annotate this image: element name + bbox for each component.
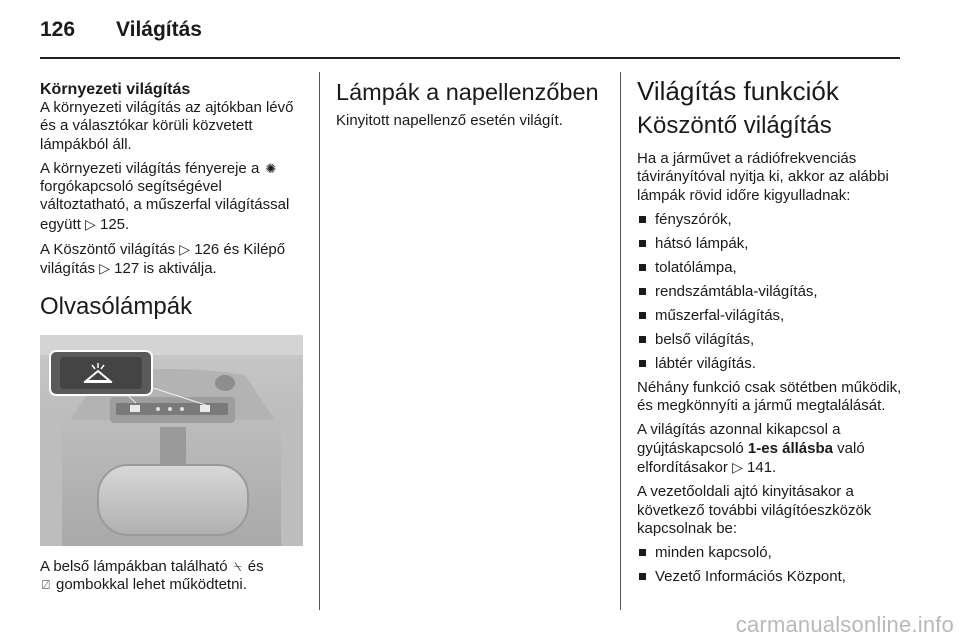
list-item: hátsó lámpák, (637, 235, 905, 253)
ambient-p3-ref-2[interactable]: 127 is aktiválja. (114, 260, 217, 278)
page-title: Világítás (116, 18, 202, 41)
page-reference-arrow-icon: ▷ (732, 458, 743, 475)
ambient-p3-text-a: A Köszöntő világítás (40, 241, 176, 259)
welcome-p3-ref[interactable]: 141. (747, 458, 777, 476)
sun-visor-lamps-heading: Lámpák a napellenzőben (336, 79, 599, 105)
ambient-paragraph-2 (40, 160, 306, 234)
column-1 (40, 72, 306, 600)
reading-lamp-photo (40, 335, 303, 546)
welcome-paragraph-1: Ha a járművet a rádiófrekvenciás távirányítóval nyitja ki, akkor az alábbi lámpák rövid időre kigyulladnak: (637, 150, 889, 204)
ambient-lighting-heading: Környezeti világítás (40, 81, 191, 98)
welcome-p3-text-b: való elfordításakor (637, 439, 865, 476)
welcome-p3-text-a: A világítás azonnal kikapcsol a gyújtáskapcsoló (637, 421, 841, 457)
reading-text-b: és (247, 557, 264, 575)
welcome-lamp-list (637, 211, 905, 373)
sun-visor-paragraph: Kinyitott napellenző esetén világít. (336, 112, 563, 129)
list-item: műszerfal-világítás, (637, 307, 905, 325)
column-divider-2 (620, 72, 621, 610)
reading-lamp-right-icon: ⍁ (42, 576, 50, 592)
list-item: tolatólámpa, (637, 259, 905, 277)
welcome-lighting-heading: Köszöntő világítás (637, 112, 832, 139)
ambient-paragraph-1: A környezeti világítás az ajtókban lévő és a választókar körüli közvetett lámpákból áll. (40, 99, 294, 153)
ambient-p2-text-a: A környezeti világítás fényereje a (40, 159, 260, 177)
welcome-p3-bold: 1-es állásba (747, 439, 833, 457)
column-2 (336, 72, 608, 136)
reading-text-a: A belső lámpákban található (40, 557, 228, 575)
driver-door-list (637, 544, 905, 586)
reading-lamps-heading: Olvasólámpák (40, 292, 193, 320)
reading-lamp-paragraph (40, 558, 306, 595)
ambient-paragraph-3 (40, 240, 306, 279)
reading-lamp-left-icon: ⍀ (233, 558, 242, 574)
list-item: belső világítás, (637, 331, 905, 349)
list-item: lábtér világítás. (637, 355, 905, 373)
welcome-paragraph-3 (637, 421, 905, 477)
column-divider-1 (319, 72, 320, 610)
column-3 (637, 72, 905, 592)
ambient-p2-text-b: forgókapcsoló segítségével változtatható, a műszerfal világítással együtt (40, 178, 290, 233)
list-item: Vezető Információs Központ, (637, 568, 905, 586)
welcome-paragraph-4: A vezetőoldali ajtó kinyitásakor a következő további világítóeszközök kapcsolnak be: (637, 483, 872, 537)
brightness-dial-icon: ✺ (265, 160, 277, 176)
ambient-p3-ref-1[interactable]: 126 és Kilépő világítás (40, 241, 286, 278)
page-reference-arrow-icon: ▷ (85, 215, 96, 232)
list-item: minden kapcsoló, (637, 544, 905, 562)
welcome-paragraph-2: Néhány funkció csak sötétben működik, és megkönnyíti a jármű megtalálását. (637, 378, 902, 415)
list-item: rendszámtábla-világítás, (637, 283, 905, 301)
header-divider (40, 57, 900, 59)
ambient-p2-ref[interactable]: 125. (100, 215, 130, 233)
watermark: carmanualsonline.info (735, 612, 954, 637)
page-number: 126 (40, 18, 76, 41)
reading-text-c: gombokkal lehet működtetni. (55, 575, 247, 593)
page-reference-arrow-icon: ▷ (99, 260, 110, 277)
page-reference-arrow-icon: ▷ (179, 241, 191, 258)
lighting-functions-heading: Világítás funkciók (637, 76, 839, 106)
list-item: fényszórók, (637, 211, 905, 229)
page-header (40, 18, 202, 48)
